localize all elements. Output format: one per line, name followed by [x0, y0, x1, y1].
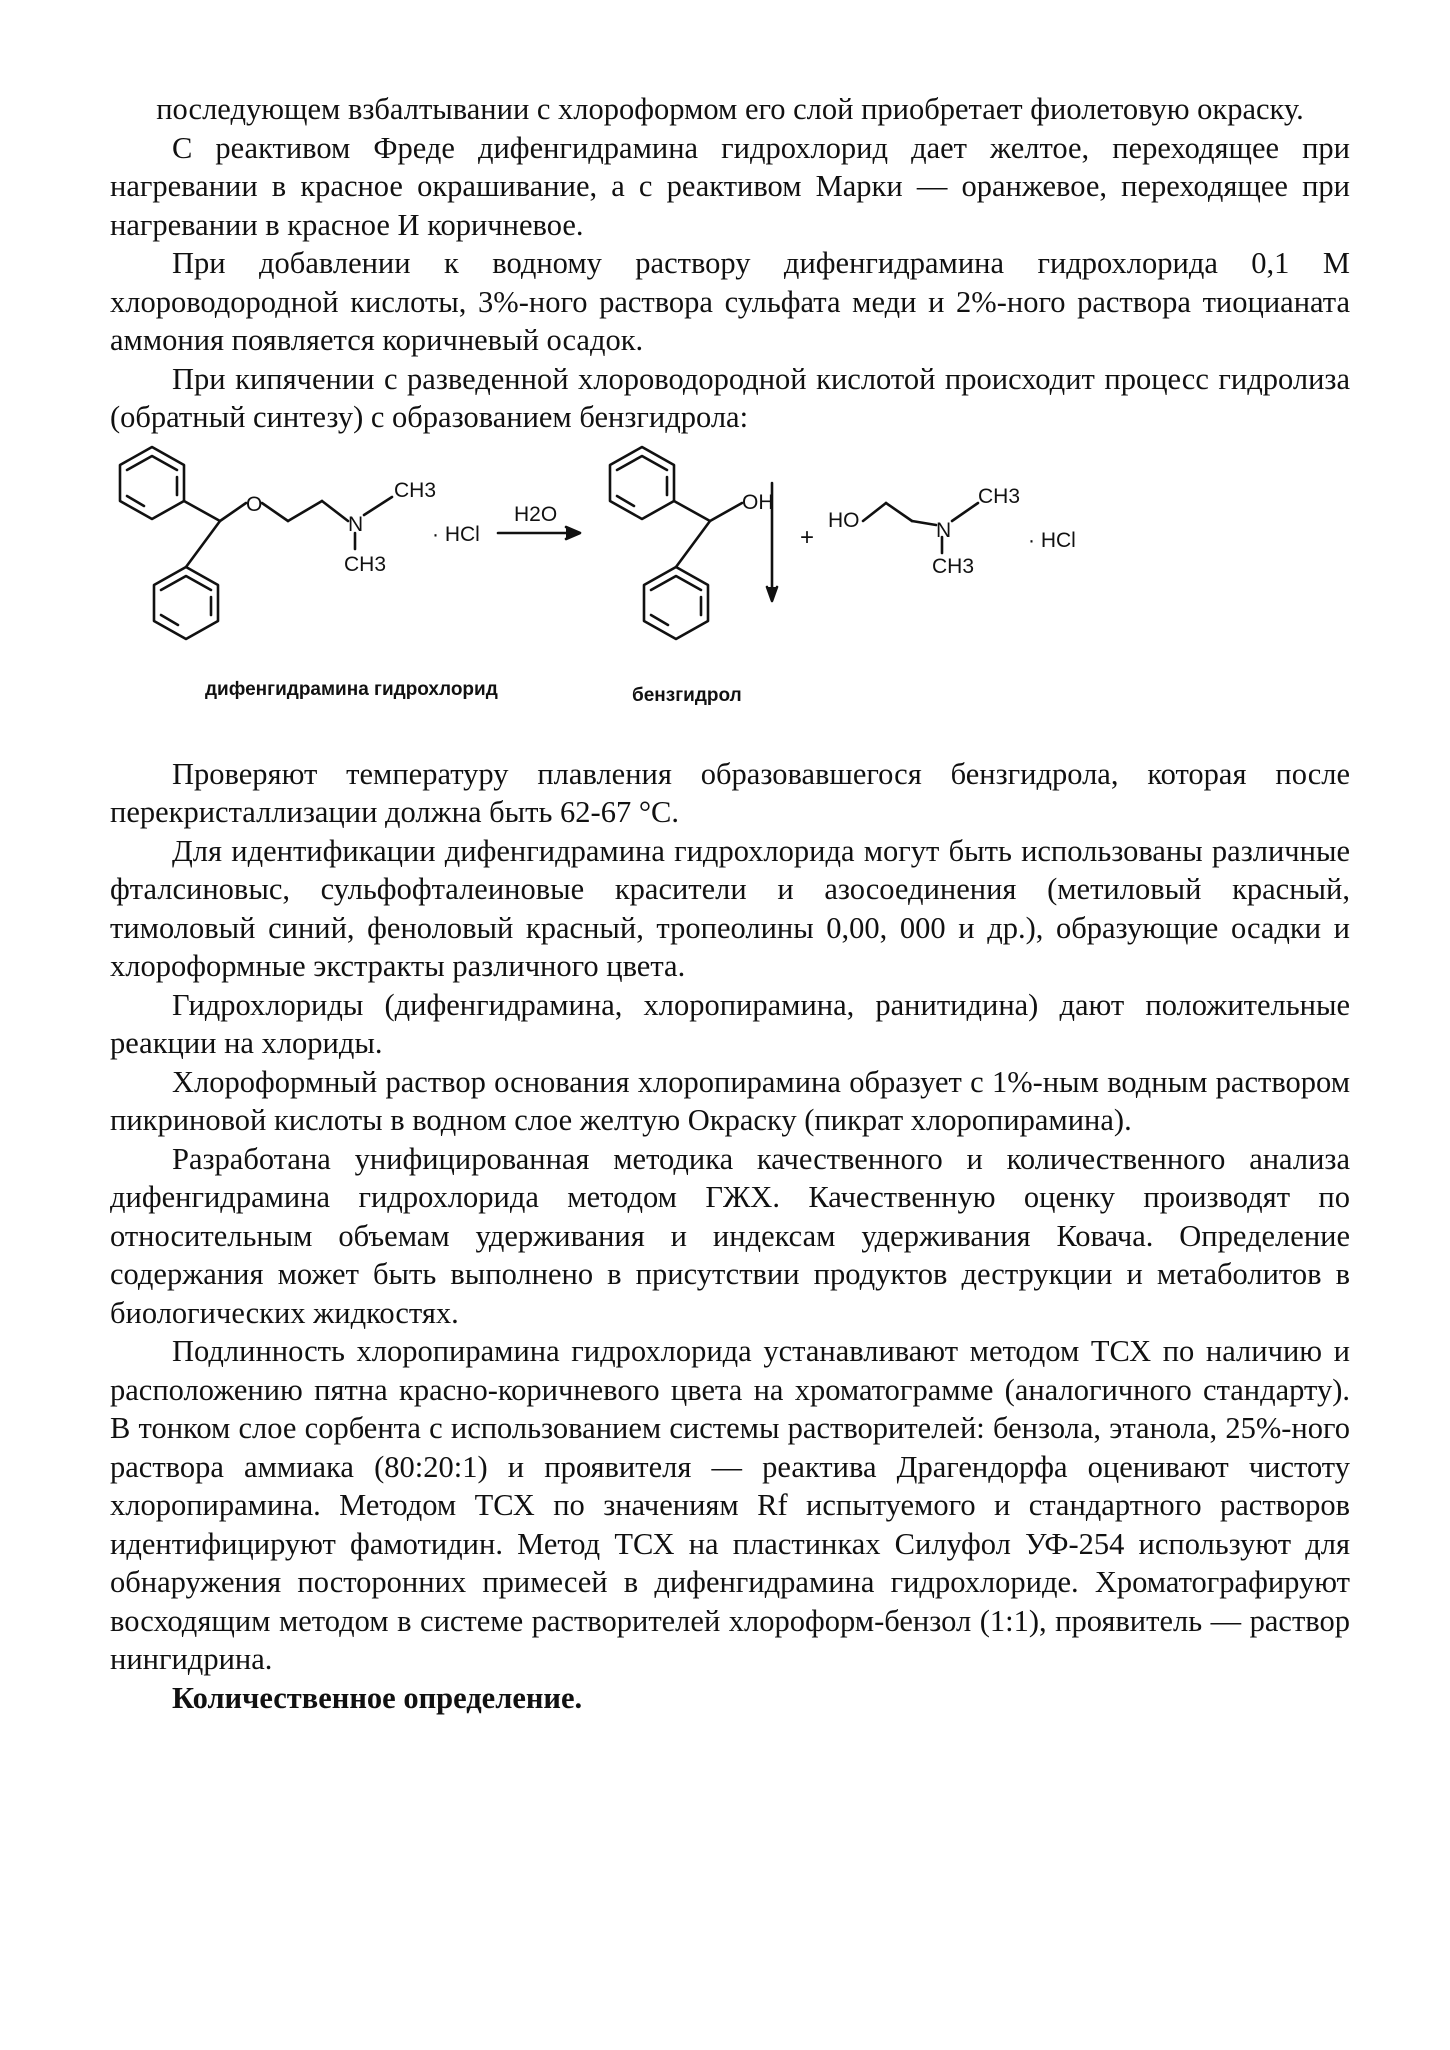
hcl-label-product: · HCl: [1028, 528, 1076, 552]
paragraph-3: При добавлении к водному раствору дифенгидрамина гидрохлорида 0,1 М хлороводородной кислоты, 3%-ного раствора сульфата меди и 2%-ного раствора тиоцианата аммония появляется коричневый осадок.: [110, 246, 1350, 357]
paragraph-5: Проверяют температуру плавления образовавшегося бензгидрола, которая после перекристаллизации должна быть 62-67 °С.: [110, 756, 1350, 829]
methyl-label-upper-2: CH3: [978, 484, 1021, 508]
hcl-label-reactant: · HCl: [432, 522, 480, 546]
second-product-structure: [863, 503, 978, 553]
paragraph-6: Для идентификации дифенгидрамина гидрохлорида могут быть использованы различные фталсиновыс, сульфофталеиновые красители и азосоединения (метиловый красный, тимоловый синий, феноловый красный, тропеолины 0,00, 000 и др.), образующие осадки и хлороформные экстракты различного цвета.: [110, 833, 1350, 983]
paragraph-4: При кипячении с разведенной хлороводородной кислотой происходит процесс гидролиза (обратный синтезу) с образованием бензгидрола:: [110, 361, 1350, 434]
oxygen-label: O: [246, 492, 263, 516]
reactant-structure: [120, 447, 392, 639]
hydrolysis-reaction-scheme: [110, 437, 1350, 755]
product-name: бензгидрол: [632, 684, 742, 706]
section-heading: Количественное определение.: [172, 1680, 583, 1715]
document-page: [110, 90, 1350, 1717]
paragraph-1: последующем взбалтывании с хлороформом его слой приобретает фиолетовую окраску.: [156, 92, 1304, 126]
nitrogen-label: N: [348, 512, 364, 536]
product-structure: [610, 447, 742, 639]
paragraph-9: Разработана унифицированная методика качественного и количественного анализа дифенгидрамина гидрохлорида методом ГЖХ. Качественную оценку производят по относительным объемам удерживания и индексам удерживания Ковача. Определение содержания может быть выполнено в присутствии продуктов деструкции и метаболитов в биологических жидкостях.: [110, 1141, 1350, 1330]
paragraph-7: Гидрохлориды (дифенгидрамина, хлоропирамина, ранитидина) дают положительные реакции на хлориды.: [110, 987, 1350, 1060]
paragraph-8: Хлороформный раствор основания хлоропирамина образует с 1%-ным водным раствором пикриновой кислоты в водном слое желтую Окраску (пикрат хлоропирамина).: [110, 1064, 1350, 1137]
nitrogen-label-2: N: [936, 518, 952, 542]
methyl-label-upper: CH3: [394, 478, 437, 502]
reactant-name: дифенгидрамина гидрохлорид: [205, 678, 498, 700]
reagent-label: H2O: [514, 502, 558, 526]
methyl-label-lower-2: CH3: [932, 554, 975, 578]
hydroxyl-label-2: HO: [828, 508, 860, 532]
plus-sign: +: [800, 523, 815, 551]
methyl-label-lower: CH3: [344, 552, 387, 576]
reaction-scheme-svg: [110, 437, 1350, 755]
hydroxyl-label: OH: [742, 490, 774, 514]
paragraph-2: С реактивом Фреде дифенгидрамина гидрохлорид дает желтое, переходящее при нагревании в красное окрашивание, а с реактивом Марки — оранжевое, переходящее при нагревании в красное И коричневое.: [110, 130, 1350, 242]
paragraph-10: Подлинность хлоропирамина гидрохлорида устанавливают методом ТСХ по наличию и расположению пятна красно-коричневого цвета на хроматограмме (аналогичного стандарту). В тонком слое сорбента с использованием системы растворителей: бензола, этанола, 25%-ного раствора аммиака (80:20:1) и проявителя — реактива Драгендорфа оценивают чистоту хлоропирамина. Методом ТСХ по значениям Rf испытуемого и стандартного растворов идентифицируют фамотидин. Метод ТСХ на пластинках Силуфол УФ-254 используют для обнаружения посторонних примесей в дифенгидрамина гидрохлориде. Хроматографируют восходящим методом в системе растворителей хлороформ-бензол (1:1), проявитель — раствор нингидрина.: [110, 1334, 1350, 1676]
